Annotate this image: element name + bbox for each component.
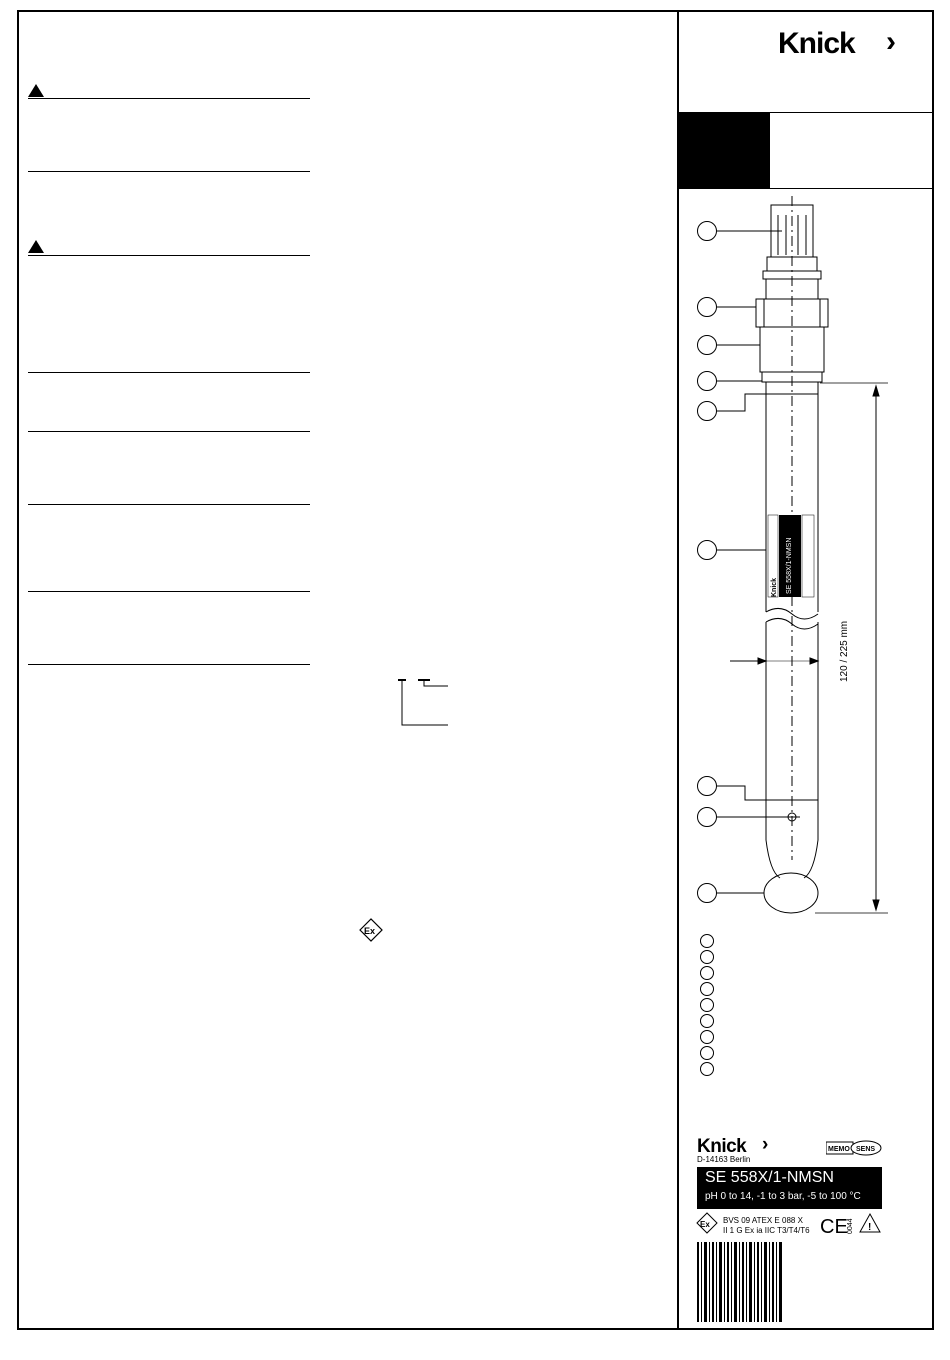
- model-name: SE 558X/1-NMSN: [705, 1169, 834, 1186]
- shaft-model-text: SE 558X/1-NMSN: [786, 537, 793, 594]
- label-address: D-14163 Berlin: [697, 1155, 751, 1164]
- label-chevron-icon: ›: [762, 1134, 769, 1155]
- model-spec: pH 0 to 14, -1 to 3 bar, -5 to 100 °C: [705, 1191, 861, 1202]
- brand-chevron-icon: ›: [886, 25, 896, 58]
- cert-line-2: II 1 G Ex ia IIC T3/T4/T6: [723, 1226, 810, 1235]
- cert-line-1: BVS 09 ATEX E 088 X: [723, 1216, 803, 1225]
- ce-mark-icon: CE: [820, 1216, 848, 1238]
- svg-text:!: !: [868, 1222, 872, 1233]
- svg-text:Ex: Ex: [364, 926, 376, 936]
- brand-logo: Knick: [778, 27, 855, 60]
- svg-text:SENS: SENS: [856, 1146, 876, 1153]
- notified-body-number: 0044: [847, 1218, 854, 1234]
- label-brand-logo: Knick: [697, 1136, 747, 1157]
- barcode: [697, 1242, 785, 1322]
- svg-text:MEMO: MEMO: [828, 1146, 850, 1153]
- svg-text:Ex: Ex: [700, 1220, 710, 1229]
- shaft-brand-text: Knick: [771, 577, 778, 597]
- dimension-label: 120 / 225 mm: [839, 620, 850, 682]
